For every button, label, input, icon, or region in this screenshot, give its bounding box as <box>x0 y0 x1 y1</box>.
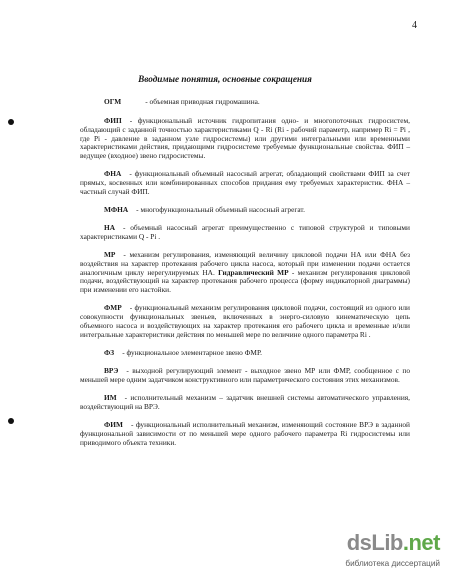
definition-vre: - выходной регулирующий элемент - выходное звено МР или ФМР, сообщенное с по меньшей мере одним задатчиком конструктивного или параметрического состояния этих механизмов. <box>80 366 410 384</box>
margin-dot <box>8 418 14 424</box>
term-fna: ФНА <box>104 169 122 179</box>
term-fip: ФИП <box>104 116 122 126</box>
dslib-logo-text: dsLib <box>346 530 403 555</box>
entry-na <box>80 224 410 241</box>
dslib-subtitle: библиотека диссертаций <box>345 559 440 568</box>
term-mr: МР <box>104 250 116 260</box>
definition-hydraulic-mr: - механизм регулирования цикловой подачи, воздействующий на характер протекания рабочего процесса (форму индикаторной диаграммы) при изменении его настойки. <box>80 267 411 295</box>
entry-fna <box>80 170 410 196</box>
definition-fz: - функциональное элементарное звено ФМР. <box>122 347 262 357</box>
term-fim: ФИМ <box>104 420 123 430</box>
dslib-watermark <box>324 530 442 574</box>
dslib-logo-domain: .net <box>402 530 440 555</box>
term-na: НА <box>104 223 116 233</box>
term-mfna: МФНА <box>104 205 129 215</box>
entry-ogm <box>80 98 410 107</box>
entry-fz <box>80 349 410 358</box>
margin-dot <box>8 119 14 125</box>
term-fz: ФЗ <box>104 347 115 357</box>
definition-im: - исполнительный механизм – задатчик внешней системы автоматического управления, воздействующий на ВРЭ. <box>80 393 410 411</box>
definition-fim: - функциональный исполнительный механизм, изменяющий состояние ВРЭ в заданной функциональной зависимости от по меньшей мере одного рабочего параметра Ri гидросистемы или приводимого объекта техники. <box>80 420 410 447</box>
entry-fim <box>80 421 410 447</box>
definition-fip: - функциональный источник гидропитания одно- и многопоточных гидросистем, обладающий с заданной точностью характеристиками Q - Ri (Ri - рабочий параметр, например Ri = Pi , где Pi - давление в заданном узле гидросистемы) или другими интегральными или временными характеристиками действия, придающими гидросистеме требуемые функциональные свойства. ФИП – ведущее (входное) звено гидросистемы. <box>80 116 410 161</box>
definition-mfna: - многофункциональный объемный насосный агрегат. <box>136 205 305 215</box>
page-title: Вводимые понятия, основные сокращения <box>138 74 312 84</box>
definitions-list <box>80 98 410 457</box>
entry-fmr <box>80 304 410 339</box>
definition-fmr: - функциональный механизм регулирования цикловой подачи, состоящий из одного или совокупности функциональных звеньев, включенных в энерго-силовую кинематическую цепь объемного насоса и воздействующих на характер протекания его рабочего цикла и временные и/или интегральные характеристики действия по меньшей мере по величине одного параметра Ri . <box>80 303 410 339</box>
definition-mr: - механизм регулирования, изменяющий величину цикловой подачи НА или ФНА без воздействия на характер протекания рабочего цикла насоса, который при изменении подачи остается аналогичным циклу нерегулируемых НА. <box>80 250 410 277</box>
entry-mfna <box>80 206 410 215</box>
entry-fip <box>80 117 410 161</box>
dslib-logo <box>347 530 440 556</box>
page-number: 4 <box>412 20 417 31</box>
entry-vre <box>80 367 410 384</box>
term-fmr: ФМР <box>104 303 122 313</box>
entry-mr <box>80 251 410 295</box>
entry-im <box>80 394 410 411</box>
term-ogm: ОГМ <box>104 97 122 106</box>
term-vre: ВРЭ <box>104 366 119 376</box>
definition-na: - объемный насосный агрегат преимущественно с типовой структурой и типовыми характеристиками Q - Pi . <box>80 223 410 242</box>
definition-fna: - функциональный объемный насосный агрегат, обладающий свойствами ФИП за счет прямых, косвенных или комбинированных способов придания ему требуемых характеристик. ФНА – частный случай ФИП. <box>80 169 410 196</box>
definition-ogm: - объемная приводная гидромашина. <box>145 97 260 106</box>
term-im: ИМ <box>104 393 117 403</box>
term-hydraulic-mr: Гидравлический МР <box>218 267 289 277</box>
